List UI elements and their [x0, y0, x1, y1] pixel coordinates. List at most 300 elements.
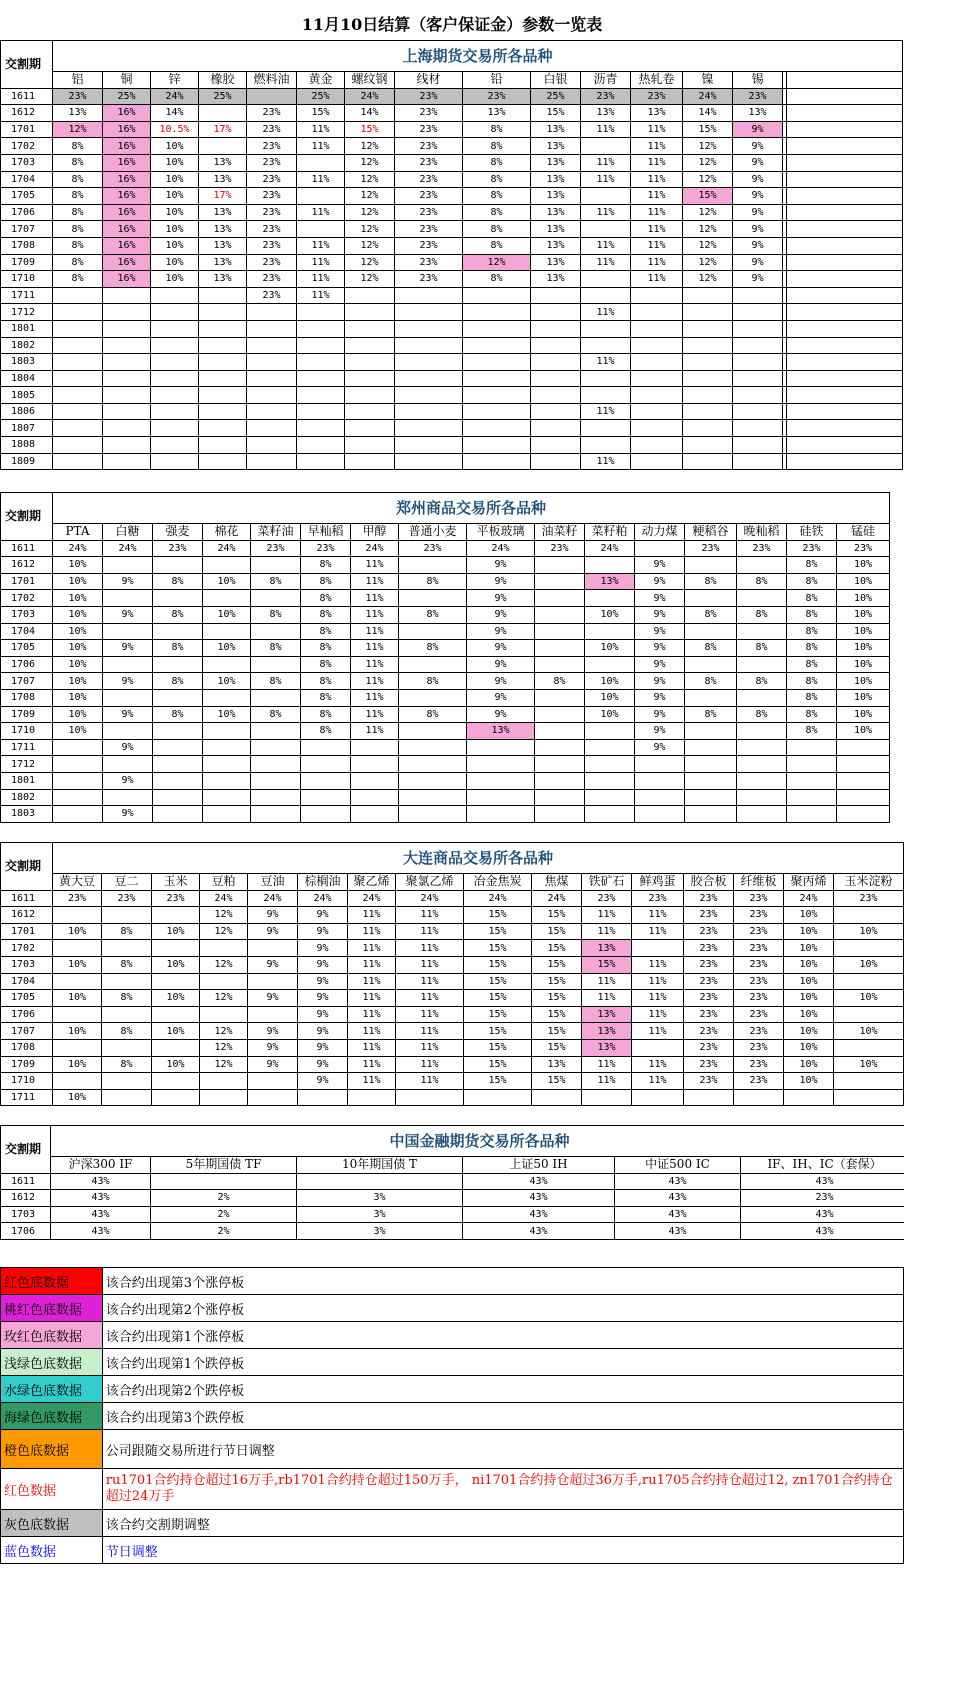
value-cell — [733, 453, 783, 470]
value-cell: 12% — [345, 221, 395, 238]
column-header: 铅 — [463, 72, 531, 89]
value-cell — [151, 437, 199, 454]
value-cell — [199, 304, 247, 321]
value-cell — [251, 623, 301, 640]
value-cell — [635, 756, 685, 773]
value-cell: 2% — [151, 1223, 297, 1240]
column-header: 聚氯乙烯 — [396, 874, 464, 891]
value-cell: 43% — [51, 1223, 151, 1240]
value-cell: 10% — [151, 221, 199, 238]
value-cell: 24% — [248, 890, 298, 907]
value-cell: 15% — [532, 940, 582, 957]
value-cell: 11% — [632, 973, 684, 990]
value-cell: 11% — [351, 723, 399, 740]
value-cell: 11% — [631, 237, 683, 254]
value-cell — [585, 806, 635, 823]
value-cell — [395, 304, 463, 321]
value-cell — [683, 287, 733, 304]
value-cell — [737, 623, 787, 640]
value-cell: 8% — [787, 606, 837, 623]
value-cell: 9% — [103, 673, 153, 690]
value-cell — [635, 806, 685, 823]
table-row — [1, 923, 904, 940]
table-row — [1, 304, 903, 321]
value-cell — [531, 370, 581, 387]
legend-swatch: 桃红色底数据 — [1, 1295, 103, 1322]
value-cell: 9% — [733, 221, 783, 238]
value-cell: 14% — [345, 105, 395, 122]
table-row — [1, 105, 903, 122]
value-cell: 10% — [203, 640, 251, 657]
table-row — [1, 557, 890, 574]
value-cell: 23% — [734, 990, 784, 1007]
period-cell: 1707 — [1, 1023, 53, 1040]
value-cell: 25% — [297, 88, 345, 105]
legend-description: 该合约出现第3个涨停板 — [102, 1268, 903, 1295]
value-cell: 23% — [734, 1039, 784, 1056]
value-cell: 43% — [615, 1206, 741, 1223]
value-cell: 8% — [102, 990, 152, 1007]
value-cell: 8% — [463, 154, 531, 171]
value-cell: 8% — [102, 956, 152, 973]
value-cell — [463, 354, 531, 371]
value-cell: 11% — [631, 188, 683, 205]
value-cell: 24% — [585, 540, 635, 557]
value-cell: 11% — [348, 940, 396, 957]
value-cell — [631, 354, 683, 371]
value-cell: 23% — [684, 923, 734, 940]
value-cell — [683, 437, 733, 454]
value-cell — [581, 138, 631, 155]
value-cell — [683, 403, 733, 420]
value-cell — [251, 557, 301, 574]
value-cell: 8% — [301, 557, 351, 574]
value-cell: 10% — [585, 640, 635, 657]
value-cell — [53, 337, 103, 354]
value-cell — [103, 287, 151, 304]
period-header: 交割期 — [1, 41, 53, 89]
value-cell — [582, 1089, 632, 1106]
value-cell: 10% — [837, 623, 890, 640]
value-cell: 9% — [298, 990, 348, 1007]
value-cell — [683, 304, 733, 321]
value-cell — [251, 756, 301, 773]
filler-cell — [787, 320, 903, 337]
filler-cell — [787, 437, 903, 454]
filler-cell — [787, 354, 903, 371]
value-cell: 9% — [635, 640, 685, 657]
legend-description: 该合约出现第2个涨停板 — [102, 1295, 903, 1322]
period-cell: 1709 — [1, 1056, 53, 1073]
legend-description: 该合约出现第3个跌停板 — [102, 1403, 903, 1430]
value-cell: 8% — [463, 204, 531, 221]
value-cell: 11% — [348, 923, 396, 940]
value-cell — [787, 789, 837, 806]
value-cell: 10% — [53, 606, 103, 623]
value-cell: 9% — [298, 940, 348, 957]
value-cell: 24% — [348, 890, 396, 907]
value-cell: 16% — [103, 188, 151, 205]
value-cell — [683, 453, 733, 470]
value-cell — [247, 304, 297, 321]
value-cell: 13% — [199, 271, 247, 288]
value-cell: 12% — [53, 121, 103, 138]
value-cell: 10% — [203, 706, 251, 723]
value-cell: 8% — [102, 923, 152, 940]
value-cell: 23% — [733, 88, 783, 105]
value-cell — [151, 320, 199, 337]
value-cell: 11% — [631, 121, 683, 138]
value-cell — [685, 789, 737, 806]
column-header: 沥青 — [581, 72, 631, 89]
value-cell: 10% — [53, 590, 103, 607]
value-cell: 10.5% — [151, 121, 199, 138]
value-cell — [463, 453, 531, 470]
value-cell: 23% — [737, 540, 787, 557]
value-cell: 8% — [787, 673, 837, 690]
value-cell: 9% — [467, 673, 535, 690]
value-cell — [53, 940, 102, 957]
value-cell: 25% — [199, 88, 247, 105]
value-cell: 11% — [632, 956, 684, 973]
value-cell — [834, 940, 904, 957]
value-cell — [395, 403, 463, 420]
value-cell — [297, 188, 345, 205]
value-cell — [395, 453, 463, 470]
value-cell: 3% — [297, 1206, 463, 1223]
value-cell: 23% — [102, 890, 152, 907]
value-cell: 23% — [247, 121, 297, 138]
value-cell: 8% — [787, 723, 837, 740]
value-cell — [837, 772, 890, 789]
value-cell: 11% — [348, 1056, 396, 1073]
filler-cell — [787, 72, 903, 89]
value-cell: 12% — [200, 907, 248, 924]
value-cell: 11% — [631, 171, 683, 188]
value-cell — [685, 590, 737, 607]
value-cell — [585, 656, 635, 673]
value-cell: 11% — [396, 1023, 464, 1040]
value-cell: 9% — [733, 154, 783, 171]
value-cell: 23% — [685, 540, 737, 557]
period-cell: 1708 — [1, 1039, 53, 1056]
value-cell — [103, 557, 153, 574]
period-cell: 1802 — [1, 337, 53, 354]
period-cell: 1705 — [1, 990, 53, 1007]
value-cell: 12% — [345, 237, 395, 254]
value-cell: 14% — [151, 105, 199, 122]
value-cell: 11% — [297, 254, 345, 271]
column-header: 橡胶 — [199, 72, 247, 89]
exchange-name: 上海期货交易所各品种 — [53, 41, 903, 72]
value-cell — [297, 221, 345, 238]
value-cell: 11% — [581, 237, 631, 254]
value-cell — [834, 1039, 904, 1056]
value-cell: 10% — [837, 606, 890, 623]
value-cell: 9% — [467, 573, 535, 590]
value-cell: 10% — [152, 1056, 200, 1073]
value-cell — [463, 387, 531, 404]
value-cell — [151, 370, 199, 387]
value-cell — [787, 739, 837, 756]
value-cell: 24% — [532, 890, 582, 907]
column-header: 玉米淀粉 — [834, 874, 904, 891]
value-cell: 9% — [103, 772, 153, 789]
value-cell: 9% — [733, 138, 783, 155]
column-header: IF、IH、IC（套保） — [741, 1157, 905, 1174]
value-cell: 10% — [784, 1006, 834, 1023]
period-header: 交割期 — [1, 1126, 51, 1174]
column-header: 燃料油 — [247, 72, 297, 89]
value-cell — [199, 320, 247, 337]
value-cell: 13% — [531, 221, 581, 238]
value-cell: 9% — [635, 689, 685, 706]
value-cell: 13% — [463, 105, 531, 122]
value-cell: 11% — [631, 254, 683, 271]
value-cell: 10% — [203, 573, 251, 590]
value-cell — [301, 756, 351, 773]
period-cell: 1802 — [1, 789, 53, 806]
value-cell — [53, 756, 103, 773]
value-cell: 23% — [734, 890, 784, 907]
value-cell: 10% — [834, 923, 904, 940]
value-cell — [298, 1089, 348, 1106]
value-cell: 15% — [582, 956, 632, 973]
period-cell: 1807 — [1, 420, 53, 437]
value-cell — [535, 739, 585, 756]
value-cell: 15% — [532, 1006, 582, 1023]
value-cell: 15% — [464, 1023, 532, 1040]
value-cell — [200, 1089, 248, 1106]
value-cell: 9% — [467, 689, 535, 706]
value-cell: 11% — [396, 973, 464, 990]
value-cell: 43% — [463, 1206, 615, 1223]
value-cell: 13% — [531, 188, 581, 205]
value-cell — [631, 453, 683, 470]
value-cell: 23% — [395, 171, 463, 188]
value-cell: 9% — [103, 606, 153, 623]
value-cell: 23% — [247, 271, 297, 288]
value-cell: 16% — [103, 138, 151, 155]
value-cell: 8% — [251, 673, 301, 690]
value-cell: 9% — [733, 271, 783, 288]
value-cell — [53, 370, 103, 387]
period-cell: 1702 — [1, 940, 53, 957]
value-cell: 23% — [734, 940, 784, 957]
table-row — [1, 204, 903, 221]
value-cell: 8% — [787, 656, 837, 673]
value-cell: 15% — [464, 990, 532, 1007]
value-cell — [53, 806, 103, 823]
value-cell — [199, 370, 247, 387]
value-cell: 23% — [395, 188, 463, 205]
value-cell: 9% — [298, 907, 348, 924]
filler-cell — [787, 171, 903, 188]
period-cell: 1805 — [1, 387, 53, 404]
value-cell: 43% — [51, 1206, 151, 1223]
value-cell: 23% — [395, 254, 463, 271]
value-cell: 16% — [103, 204, 151, 221]
value-cell: 8% — [102, 1056, 152, 1073]
value-cell: 9% — [298, 1073, 348, 1090]
value-cell: 3% — [297, 1190, 463, 1207]
value-cell: 17% — [199, 188, 247, 205]
value-cell: 8% — [535, 673, 585, 690]
value-cell — [463, 370, 531, 387]
value-cell: 23% — [152, 890, 200, 907]
value-cell: 43% — [741, 1206, 905, 1223]
value-cell: 10% — [784, 923, 834, 940]
value-cell — [535, 573, 585, 590]
column-header: 10年期国债 T — [297, 1157, 463, 1174]
period-cell: 1808 — [1, 437, 53, 454]
exchange-name: 郑州商品交易所各品种 — [53, 493, 890, 524]
value-cell — [399, 806, 467, 823]
column-header: 胶合板 — [684, 874, 734, 891]
value-cell: 24% — [464, 890, 532, 907]
column-header: 锰硅 — [837, 524, 890, 541]
value-cell — [399, 623, 467, 640]
value-cell: 11% — [632, 1056, 684, 1073]
period-cell: 1611 — [1, 540, 53, 557]
value-cell — [834, 1006, 904, 1023]
value-cell — [463, 287, 531, 304]
column-header: 晚籼稻 — [737, 524, 787, 541]
value-cell: 10% — [837, 590, 890, 607]
filler-cell — [787, 188, 903, 205]
table-row — [1, 990, 904, 1007]
value-cell — [733, 403, 783, 420]
value-cell: 10% — [53, 1089, 102, 1106]
value-cell: 15% — [464, 1073, 532, 1090]
value-cell — [631, 420, 683, 437]
value-cell — [531, 387, 581, 404]
value-cell — [251, 656, 301, 673]
table-row — [1, 540, 890, 557]
value-cell — [395, 320, 463, 337]
value-cell — [153, 623, 203, 640]
value-cell: 11% — [581, 354, 631, 371]
value-cell: 15% — [532, 956, 582, 973]
value-cell: 24% — [200, 890, 248, 907]
value-cell: 24% — [53, 540, 103, 557]
value-cell: 43% — [615, 1223, 741, 1240]
value-cell: 15% — [532, 990, 582, 1007]
period-cell: 1611 — [1, 1173, 51, 1190]
value-cell: 11% — [581, 403, 631, 420]
value-cell: 10% — [784, 907, 834, 924]
value-cell: 10% — [53, 557, 103, 574]
legend-row — [1, 1403, 904, 1430]
column-header: 菜籽油 — [251, 524, 301, 541]
value-cell: 10% — [151, 171, 199, 188]
value-cell — [199, 337, 247, 354]
value-cell — [834, 973, 904, 990]
value-cell — [631, 370, 683, 387]
value-cell — [203, 656, 251, 673]
table-row — [1, 756, 890, 773]
value-cell — [297, 337, 345, 354]
value-cell — [531, 320, 581, 337]
value-cell: 8% — [301, 573, 351, 590]
period-cell: 1703 — [1, 154, 53, 171]
value-cell: 10% — [53, 623, 103, 640]
value-cell — [737, 723, 787, 740]
value-cell — [684, 1089, 734, 1106]
value-cell — [683, 420, 733, 437]
column-header: 鲜鸡蛋 — [632, 874, 684, 891]
value-cell — [151, 354, 199, 371]
value-cell — [395, 337, 463, 354]
value-cell: 10% — [784, 973, 834, 990]
value-cell — [635, 540, 685, 557]
value-cell: 8% — [399, 640, 467, 657]
value-cell — [685, 723, 737, 740]
value-cell: 24% — [351, 540, 399, 557]
value-cell — [251, 723, 301, 740]
value-cell — [345, 320, 395, 337]
value-cell: 13% — [199, 254, 247, 271]
value-cell: 8% — [53, 154, 103, 171]
value-cell: 13% — [53, 105, 103, 122]
table-row — [1, 1173, 905, 1190]
value-cell — [467, 806, 535, 823]
value-cell: 23% — [734, 1056, 784, 1073]
value-cell: 10% — [834, 956, 904, 973]
value-cell: 15% — [464, 973, 532, 990]
table-row — [1, 590, 890, 607]
value-cell: 13% — [733, 105, 783, 122]
value-cell — [151, 1173, 297, 1190]
value-cell — [535, 557, 585, 574]
value-cell: 8% — [787, 590, 837, 607]
column-header: 硅铁 — [787, 524, 837, 541]
value-cell: 15% — [532, 923, 582, 940]
value-cell: 23% — [582, 890, 632, 907]
value-cell: 13% — [531, 154, 581, 171]
value-cell: 8% — [787, 557, 837, 574]
legend-swatch: 灰色底数据 — [1, 1510, 103, 1537]
value-cell: 11% — [396, 923, 464, 940]
table-row — [1, 907, 904, 924]
value-cell: 15% — [345, 121, 395, 138]
value-cell — [837, 756, 890, 773]
value-cell — [53, 437, 103, 454]
value-cell — [837, 789, 890, 806]
legend-row — [1, 1537, 904, 1564]
value-cell — [53, 1073, 102, 1090]
value-cell: 13% — [199, 171, 247, 188]
value-cell — [834, 1089, 904, 1106]
value-cell: 11% — [396, 1039, 464, 1056]
value-cell — [199, 354, 247, 371]
value-cell: 11% — [582, 1056, 632, 1073]
column-header: 中证500 IC — [615, 1157, 741, 1174]
legend-swatch: 海绿色底数据 — [1, 1403, 103, 1430]
value-cell — [345, 287, 395, 304]
value-cell — [683, 354, 733, 371]
value-cell — [581, 320, 631, 337]
value-cell: 10% — [784, 1056, 834, 1073]
value-cell: 16% — [103, 254, 151, 271]
value-cell: 8% — [787, 689, 837, 706]
value-cell — [733, 337, 783, 354]
table-row — [1, 806, 890, 823]
value-cell — [535, 640, 585, 657]
value-cell — [53, 973, 102, 990]
value-cell: 11% — [632, 990, 684, 1007]
period-cell: 1706 — [1, 1006, 53, 1023]
